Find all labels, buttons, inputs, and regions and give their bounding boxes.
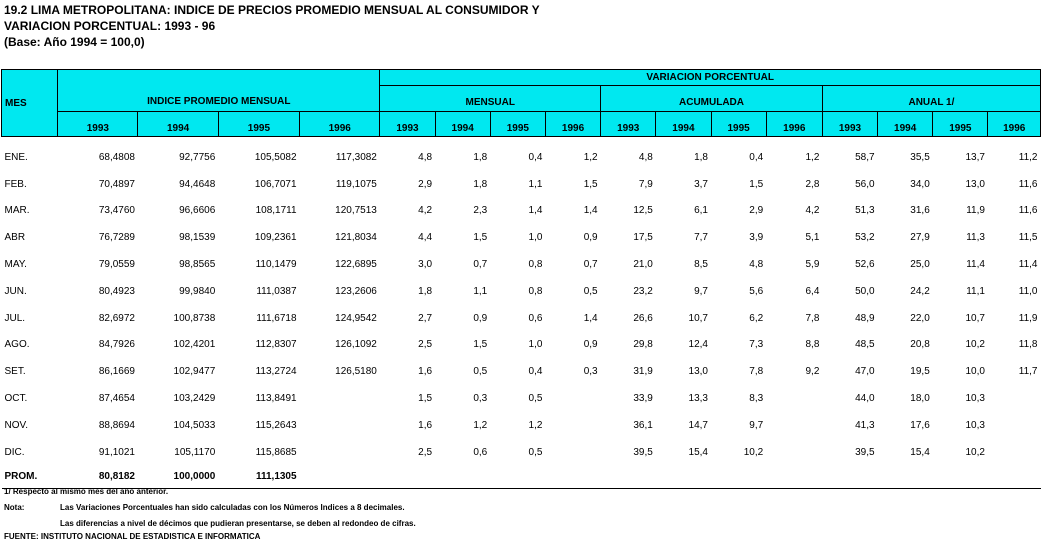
value-cell: 35,5 xyxy=(910,151,930,163)
value-cell: 1,4 xyxy=(583,312,598,324)
value-cell: 1,2 xyxy=(473,419,488,431)
value-cell: 11,2 xyxy=(1018,151,1038,163)
empty-cell xyxy=(822,466,877,489)
cpi-table xyxy=(1,69,1041,489)
value-cell: 106,7071 xyxy=(254,178,297,190)
footnote-1: 1/ Respecto al mismo mes del año anterior. xyxy=(4,487,169,496)
table-row xyxy=(2,332,1041,359)
value-cell: 0,6 xyxy=(528,312,543,324)
empty-cell xyxy=(656,466,711,489)
value-cell: 86,1669 xyxy=(98,366,135,378)
empty-cell xyxy=(435,466,490,489)
value-cell: 115,8685 xyxy=(255,446,297,458)
value-cell: 1,0 xyxy=(528,232,543,244)
value-cell: 52,6 xyxy=(855,259,875,271)
empty-cell xyxy=(601,466,656,489)
title-line-1: 19.2 LIMA METROPOLITANA: INDICE DE PRECIOS PROMEDIO MENSUAL AL CONSUMIDOR Y xyxy=(4,3,540,17)
value-cell: 0,5 xyxy=(583,285,598,297)
value-cell: 0,9 xyxy=(583,232,598,244)
value-cell: 0,9 xyxy=(583,339,598,351)
prom-label: PROM. xyxy=(2,466,58,489)
value-cell xyxy=(545,439,600,466)
value-cell: 44,0 xyxy=(855,393,875,405)
value-cell: 13,3 xyxy=(688,393,708,405)
value-cell: 10,0 xyxy=(965,366,985,378)
month-cell: JUL. xyxy=(4,312,26,324)
value-cell: 39,5 xyxy=(633,446,653,458)
month-cell: ENE. xyxy=(4,151,28,163)
value-cell: 76,7289 xyxy=(98,232,135,244)
value-cell: 1,1 xyxy=(528,178,543,190)
value-cell: 17,6 xyxy=(910,419,930,431)
value-cell: 4,8 xyxy=(749,259,764,271)
value-cell: 27,9 xyxy=(910,232,930,244)
value-cell: 0,5 xyxy=(528,393,543,405)
value-cell: 13,0 xyxy=(688,366,708,378)
value-cell: 23,2 xyxy=(633,285,653,297)
year-header: 1996 xyxy=(988,112,1041,137)
value-cell: 1,5 xyxy=(583,178,598,190)
value-cell: 11,4 xyxy=(966,259,985,271)
year-header: 1995 xyxy=(218,112,299,137)
year-header: 1994 xyxy=(138,112,218,137)
year-header: 1995 xyxy=(490,112,545,137)
empty-cell xyxy=(933,466,988,489)
value-cell: 48,9 xyxy=(855,312,875,324)
value-cell: 31,9 xyxy=(633,366,653,378)
value-cell: 0,6 xyxy=(473,446,488,458)
empty-cell xyxy=(545,466,600,489)
value-cell: 6,2 xyxy=(749,312,764,324)
value-cell: 0,8 xyxy=(528,259,543,271)
value-cell: 98,8565 xyxy=(179,259,216,271)
value-cell: 10,3 xyxy=(965,419,985,431)
table-row xyxy=(2,144,1041,171)
value-cell: 36,1 xyxy=(633,419,653,431)
value-cell: 18,0 xyxy=(910,393,930,405)
value-cell: 100,8738 xyxy=(173,312,216,324)
value-cell: 6,1 xyxy=(694,205,708,217)
value-cell: 4,8 xyxy=(638,151,653,163)
value-cell: 122,6895 xyxy=(335,259,377,271)
value-cell: 82,6972 xyxy=(98,312,135,324)
value-cell: 111,6718 xyxy=(256,312,297,324)
prom-value xyxy=(300,466,380,489)
mes-header: MES xyxy=(2,70,58,137)
value-cell: 15,4 xyxy=(910,446,930,458)
value-cell xyxy=(545,385,600,412)
value-cell: 105,1170 xyxy=(174,446,216,458)
value-cell xyxy=(300,439,380,466)
month-cell: SET. xyxy=(4,366,26,378)
value-cell: 117,3082 xyxy=(335,151,377,163)
value-cell: 33,9 xyxy=(633,393,653,405)
value-cell: 9,7 xyxy=(749,419,764,431)
value-cell: 13,7 xyxy=(965,151,985,163)
value-cell: 11,9 xyxy=(966,205,985,217)
value-cell: 11,6 xyxy=(1018,178,1038,190)
value-cell: 10,7 xyxy=(688,312,708,324)
value-cell: 68,4808 xyxy=(98,151,135,163)
anual-header: ANUAL 1/ xyxy=(822,86,1040,112)
value-cell: 10,2 xyxy=(965,339,985,351)
year-header: 1993 xyxy=(380,112,435,137)
value-cell: 2,5 xyxy=(418,339,433,351)
value-cell: 25,0 xyxy=(910,259,930,271)
value-cell: 0,7 xyxy=(473,259,488,271)
value-cell: 0,8 xyxy=(528,285,543,297)
value-cell: 1,1 xyxy=(473,285,488,297)
year-header: 1994 xyxy=(878,112,933,137)
value-cell: 113,2724 xyxy=(255,366,297,378)
table-row xyxy=(2,358,1041,385)
year-header: 1995 xyxy=(711,112,766,137)
value-cell: 7,8 xyxy=(805,312,820,324)
value-cell: 1,5 xyxy=(473,232,488,244)
value-cell: 1,4 xyxy=(528,205,543,217)
value-cell: 56,0 xyxy=(855,178,875,190)
title-line-2: VARIACION PORCENTUAL: 1993 - 96 xyxy=(4,19,216,33)
value-cell: 4,8 xyxy=(418,151,433,163)
value-cell: 0,3 xyxy=(473,393,488,405)
value-cell: 7,3 xyxy=(749,339,764,351)
value-cell: 123,2606 xyxy=(335,285,377,297)
value-cell: 11,9 xyxy=(1018,312,1038,324)
value-cell: 111,0387 xyxy=(256,285,297,297)
nota-label: Nota: xyxy=(4,503,25,512)
value-cell: 58,7 xyxy=(855,151,875,163)
value-cell xyxy=(300,385,380,412)
value-cell: 115,2643 xyxy=(255,419,297,431)
empty-cell xyxy=(490,466,545,489)
value-cell: 124,9542 xyxy=(335,312,377,324)
value-cell: 92,7756 xyxy=(179,151,216,163)
value-cell: 48,5 xyxy=(855,339,875,351)
value-cell: 80,4923 xyxy=(98,285,135,297)
title-line-3: (Base: Año 1994 = 100,0) xyxy=(4,35,145,49)
value-cell: 5,1 xyxy=(805,232,820,244)
value-cell: 91,1021 xyxy=(98,446,135,458)
value-cell xyxy=(988,439,1041,466)
value-cell: 10,7 xyxy=(965,312,985,324)
value-cell: 79,0559 xyxy=(98,259,135,271)
value-cell: 112,8307 xyxy=(255,339,297,351)
prom-value: 100,0000 xyxy=(138,466,218,489)
value-cell: 4,2 xyxy=(805,205,820,217)
value-cell xyxy=(766,412,822,439)
indice-header: INDICE PROMEDIO MENSUAL xyxy=(58,70,380,112)
month-cell: FEB. xyxy=(4,178,27,190)
value-cell: 8,5 xyxy=(694,259,708,271)
value-cell: 53,2 xyxy=(855,232,875,244)
value-cell: 4,2 xyxy=(418,205,433,217)
value-cell: 121,8034 xyxy=(335,232,377,244)
value-cell: 0,4 xyxy=(528,151,543,163)
value-cell: 1,2 xyxy=(528,419,543,431)
nota-text-1: Las Variaciones Porcentuales han sido calculadas con los Números Indices a 8 decimales. xyxy=(60,503,405,512)
year-header: 1993 xyxy=(822,112,877,137)
value-cell: 1,8 xyxy=(694,151,708,163)
value-cell: 11,8 xyxy=(1018,339,1038,351)
year-header: 1996 xyxy=(766,112,822,137)
value-cell: 96,6606 xyxy=(179,205,216,217)
value-cell: 5,6 xyxy=(749,285,764,297)
value-cell: 41,3 xyxy=(855,419,875,431)
value-cell: 5,9 xyxy=(805,259,820,271)
empty-cell xyxy=(878,466,933,489)
value-cell xyxy=(300,412,380,439)
value-cell: 0,3 xyxy=(583,366,598,378)
value-cell: 73,4760 xyxy=(98,205,135,217)
table-row xyxy=(2,278,1041,305)
value-cell: 24,2 xyxy=(910,285,930,297)
table-row xyxy=(2,171,1041,198)
value-cell: 99,9840 xyxy=(179,285,216,297)
value-cell: 70,4897 xyxy=(98,178,135,190)
table-row xyxy=(2,224,1041,251)
value-cell: 1,0 xyxy=(528,339,543,351)
year-header: 1995 xyxy=(933,112,988,137)
value-cell: 47,0 xyxy=(855,366,875,378)
table-row xyxy=(2,385,1041,412)
year-header: 1993 xyxy=(601,112,656,137)
value-cell: 10,2 xyxy=(743,446,764,458)
table-row xyxy=(2,198,1041,225)
source-note: FUENTE: INSTITUTO NACIONAL DE ESTADISTICA E INFORMATICA xyxy=(4,532,261,541)
value-cell: 88,8694 xyxy=(98,419,135,431)
value-cell: 0,5 xyxy=(473,366,488,378)
value-cell: 2,8 xyxy=(805,178,820,190)
month-cell: MAY. xyxy=(4,259,27,271)
value-cell: 6,4 xyxy=(805,285,820,297)
value-cell: 12,5 xyxy=(633,205,653,217)
value-cell: 126,1092 xyxy=(335,339,377,351)
value-cell xyxy=(988,412,1041,439)
value-cell: 51,3 xyxy=(855,205,875,217)
value-cell: 1,5 xyxy=(749,178,764,190)
value-cell: 7,8 xyxy=(749,366,764,378)
value-cell: 11,1 xyxy=(966,285,985,297)
value-cell: 102,9477 xyxy=(173,366,216,378)
value-cell xyxy=(988,385,1041,412)
empty-cell xyxy=(380,466,435,489)
year-header: 1994 xyxy=(656,112,711,137)
empty-cell xyxy=(766,466,822,489)
value-cell: 11,6 xyxy=(1018,205,1038,217)
year-header: 1994 xyxy=(435,112,490,137)
empty-cell xyxy=(988,466,1041,489)
value-cell: 104,5033 xyxy=(173,419,216,431)
prom-value: 111,1305 xyxy=(218,466,299,489)
value-cell: 2,3 xyxy=(473,205,488,217)
value-cell: 110,1479 xyxy=(255,259,297,271)
table-row xyxy=(2,251,1041,278)
prom-value: 80,8182 xyxy=(58,466,138,489)
value-cell: 7,7 xyxy=(694,232,708,244)
month-cell: OCT. xyxy=(4,393,28,405)
value-cell: 87,4654 xyxy=(98,393,135,405)
empty-cell xyxy=(711,466,766,489)
value-cell: 3,9 xyxy=(749,232,764,244)
value-cell: 9,7 xyxy=(694,285,708,297)
value-cell: 108,1711 xyxy=(255,205,297,217)
value-cell: 12,4 xyxy=(688,339,708,351)
value-cell: 31,6 xyxy=(910,205,930,217)
value-cell: 29,8 xyxy=(633,339,653,351)
value-cell xyxy=(545,412,600,439)
month-cell: JUN. xyxy=(4,285,27,297)
value-cell: 0,4 xyxy=(749,151,764,163)
mensual-header: MENSUAL xyxy=(380,86,601,112)
value-cell: 4,4 xyxy=(418,232,433,244)
value-cell: 11,4 xyxy=(1018,259,1038,271)
value-cell: 11,5 xyxy=(1018,232,1038,244)
value-cell: 1,5 xyxy=(418,393,433,405)
value-cell: 84,7926 xyxy=(98,339,135,351)
value-cell: 1,4 xyxy=(583,205,598,217)
value-cell: 103,2429 xyxy=(173,393,216,405)
month-cell: ABR xyxy=(4,232,26,244)
value-cell xyxy=(766,385,822,412)
value-cell: 126,5180 xyxy=(335,366,377,378)
year-header: 1996 xyxy=(300,112,380,137)
value-cell: 15,4 xyxy=(688,446,708,458)
value-cell: 0,9 xyxy=(473,312,488,324)
value-cell: 34,0 xyxy=(910,178,930,190)
value-cell: 13,0 xyxy=(965,178,985,190)
value-cell: 105,5082 xyxy=(254,151,297,163)
value-cell: 21,0 xyxy=(633,259,653,271)
acumulada-header: ACUMULADA xyxy=(601,86,823,112)
value-cell: 120,7513 xyxy=(335,205,377,217)
value-cell: 11,7 xyxy=(1018,366,1038,378)
table-row xyxy=(2,412,1041,439)
value-cell: 3,7 xyxy=(694,178,708,190)
value-cell: 98,1539 xyxy=(179,232,216,244)
year-header: 1993 xyxy=(58,112,138,137)
month-cell: NOV. xyxy=(4,419,29,431)
value-cell: 50,0 xyxy=(855,285,875,297)
value-cell: 1,8 xyxy=(473,151,488,163)
month-cell: AGO. xyxy=(4,339,30,351)
value-cell: 20,8 xyxy=(910,339,930,351)
value-cell: 119,1075 xyxy=(335,178,377,190)
value-cell: 109,2361 xyxy=(254,232,297,244)
value-cell: 10,3 xyxy=(965,393,985,405)
value-cell: 1,8 xyxy=(418,285,433,297)
value-cell: 26,6 xyxy=(633,312,653,324)
value-cell: 1,6 xyxy=(418,419,433,431)
value-cell: 19,5 xyxy=(910,366,930,378)
table-row xyxy=(2,305,1041,332)
nota-text-2: Las diferencias a nivel de décimos que pudieran presentarse, se deben al redondeo de cifras. xyxy=(60,519,416,528)
month-cell: MAR. xyxy=(4,205,30,217)
value-cell: 8,3 xyxy=(749,393,764,405)
value-cell: 94,4648 xyxy=(179,178,216,190)
year-header: 1996 xyxy=(545,112,600,137)
value-cell: 7,9 xyxy=(638,178,653,190)
value-cell: 113,8491 xyxy=(255,393,297,405)
value-cell: 17,5 xyxy=(633,232,653,244)
value-cell xyxy=(766,439,822,466)
value-cell: 1,5 xyxy=(473,339,488,351)
value-cell: 2,7 xyxy=(418,312,433,324)
value-cell: 2,5 xyxy=(418,446,433,458)
value-cell: 8,8 xyxy=(805,339,820,351)
value-cell: 10,2 xyxy=(965,446,985,458)
value-cell: 2,9 xyxy=(749,205,764,217)
value-cell: 11,3 xyxy=(966,232,985,244)
month-cell: DIC. xyxy=(4,446,25,458)
value-cell: 1,8 xyxy=(473,178,488,190)
value-cell: 3,0 xyxy=(418,259,433,271)
table-title xyxy=(4,2,540,50)
value-cell: 0,7 xyxy=(583,259,598,271)
value-cell: 0,5 xyxy=(528,446,543,458)
value-cell: 39,5 xyxy=(855,446,875,458)
value-cell: 0,4 xyxy=(528,366,543,378)
value-cell: 9,2 xyxy=(805,366,820,378)
value-cell: 1,2 xyxy=(583,151,598,163)
table-row xyxy=(2,439,1041,466)
value-cell: 22,0 xyxy=(910,312,930,324)
value-cell: 1,6 xyxy=(418,366,433,378)
value-cell: 1,2 xyxy=(805,151,820,163)
value-cell: 14,7 xyxy=(688,419,708,431)
value-cell: 11,0 xyxy=(1018,285,1038,297)
value-cell: 2,9 xyxy=(418,178,433,190)
value-cell: 102,4201 xyxy=(173,339,216,351)
variacion-header: VARIACION PORCENTUAL xyxy=(380,70,1041,86)
